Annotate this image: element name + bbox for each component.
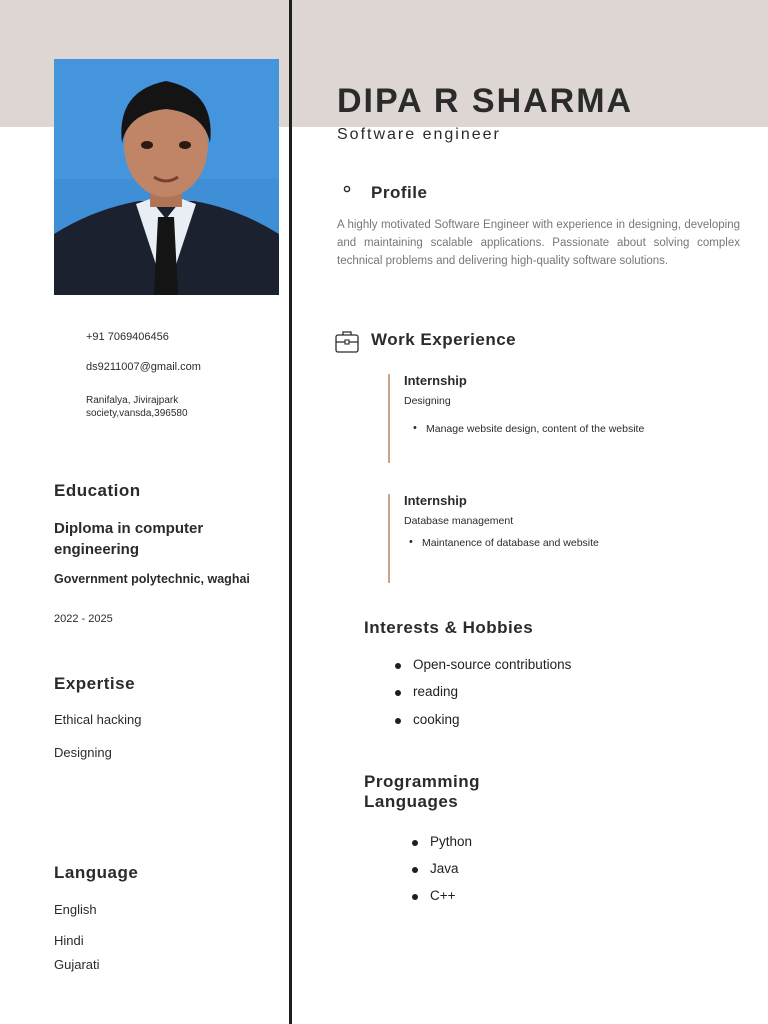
language-item: English <box>54 902 97 917</box>
programming-item: Java <box>430 861 459 876</box>
education-institution: Government polytechnic, waghai <box>54 572 250 586</box>
expertise-item: Designing <box>54 745 112 760</box>
timeline-bar <box>388 494 390 583</box>
job-subtitle: Database management <box>404 515 514 527</box>
language-heading: Language <box>54 863 139 882</box>
language-item: Gujarati <box>54 957 100 972</box>
job-title: Internship <box>404 373 467 388</box>
briefcase-icon <box>335 330 359 358</box>
timeline-bar <box>388 374 390 463</box>
job-title: Internship <box>404 493 467 508</box>
candidate-name: DIPA R SHARMA <box>337 82 634 120</box>
hobby-item: Open-source contributions <box>413 657 572 672</box>
hobbies-heading: Interests & Hobbies <box>364 618 534 637</box>
contact-address: Ranifalya, Jivirajpark society,vansda,396580 <box>86 395 188 419</box>
programming-item: C++ <box>430 888 456 903</box>
profile-photo-image <box>54 59 279 295</box>
language-item: Hindi <box>54 933 84 948</box>
contact-email: ds9211007@gmail.com <box>86 361 201 373</box>
column-divider <box>289 0 292 1024</box>
hobby-item: cooking <box>413 712 460 727</box>
job-subtitle: Designing <box>404 395 451 407</box>
profile-summary: A highly motivated Software Engineer with experience in designing, developing and maintaining scalable applications. Passionate about solving complex technical problems and delivering high-quality software solutions. <box>337 219 740 267</box>
education-degree: Diploma in computer engineering <box>54 520 204 558</box>
programming-heading: Programming Languages <box>364 772 481 811</box>
hobby-item: reading <box>413 684 459 699</box>
candidate-role: Software engineer <box>337 126 501 143</box>
contact-phone: +91 7069406456 <box>86 331 169 343</box>
education-heading: Education <box>54 481 141 500</box>
person-icon <box>342 184 352 202</box>
expertise-item: Ethical hacking <box>54 712 142 727</box>
expertise-heading: Expertise <box>54 674 136 693</box>
programming-item: Python <box>430 834 473 849</box>
job-bullet: • Manage website design, content of the website <box>426 423 644 435</box>
education-years: 2022 - 2025 <box>54 613 113 625</box>
work-heading: Work Experience <box>371 330 517 349</box>
profile-photo <box>54 59 279 295</box>
job-bullet: • Maintanence of database and website <box>422 537 599 549</box>
profile-heading: Profile <box>371 183 428 202</box>
